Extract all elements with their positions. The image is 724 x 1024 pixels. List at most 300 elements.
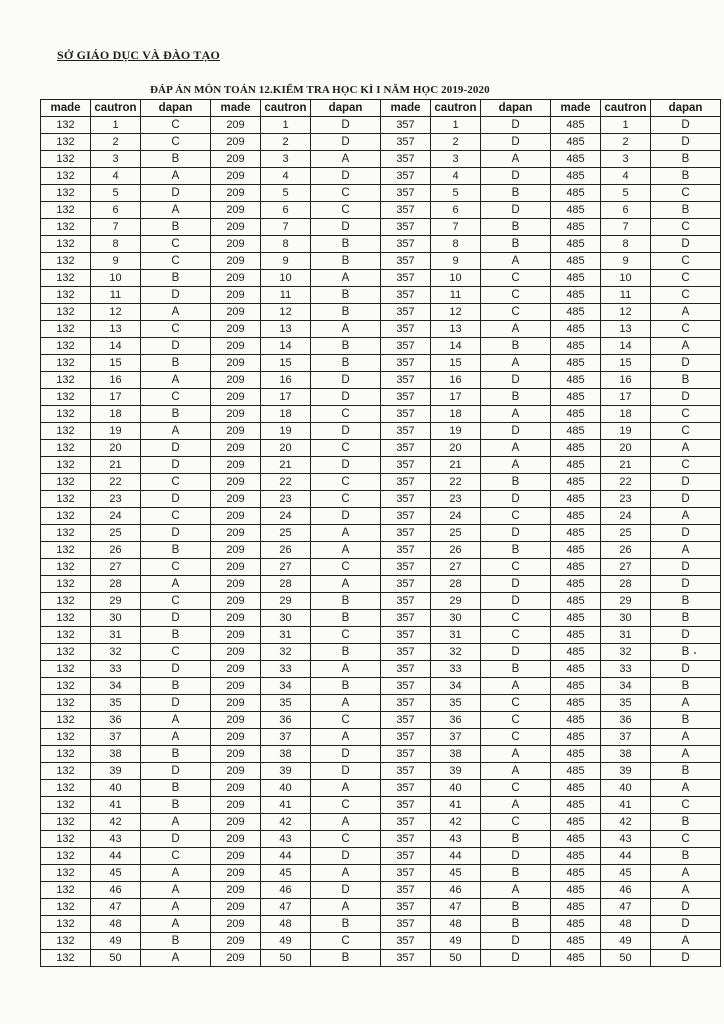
- answer-cell: A: [481, 763, 551, 780]
- exam-code-cell: 132: [41, 287, 91, 304]
- exam-code-cell: 132: [41, 899, 91, 916]
- question-number-cell: 23: [91, 491, 141, 508]
- table-row: [41, 508, 721, 525]
- answer-cell: A: [481, 253, 551, 270]
- exam-code-cell: 209: [211, 287, 261, 304]
- answer-cell: D: [651, 661, 721, 678]
- question-number-cell: 34: [431, 678, 481, 695]
- column-header-dapan: dapan: [651, 100, 721, 117]
- exam-code-cell: 209: [211, 440, 261, 457]
- question-number-cell: 36: [91, 712, 141, 729]
- exam-code-cell: 132: [41, 219, 91, 236]
- exam-code-cell: 209: [211, 457, 261, 474]
- answer-cell: A: [481, 406, 551, 423]
- exam-code-cell: 485: [551, 950, 601, 967]
- answer-cell: A: [141, 729, 211, 746]
- answer-cell: A: [481, 678, 551, 695]
- column-header-cautron: cautron: [601, 100, 651, 117]
- exam-code-cell: 209: [211, 593, 261, 610]
- exam-code-cell: 209: [211, 712, 261, 729]
- answer-cell: A: [651, 695, 721, 712]
- answer-cell: C: [141, 236, 211, 253]
- table-row: [41, 389, 721, 406]
- question-number-cell: 2: [91, 134, 141, 151]
- exam-code-cell: 209: [211, 525, 261, 542]
- exam-code-cell: 357: [381, 270, 431, 287]
- exam-code-cell: 485: [551, 814, 601, 831]
- question-number-cell: 5: [91, 185, 141, 202]
- answer-cell: A: [651, 933, 721, 950]
- question-number-cell: 7: [601, 219, 651, 236]
- answer-cell: C: [311, 185, 381, 202]
- question-number-cell: 1: [261, 117, 311, 134]
- question-number-cell: 36: [261, 712, 311, 729]
- exam-code-cell: 357: [381, 882, 431, 899]
- answer-cell: B: [311, 355, 381, 372]
- table-row: [41, 780, 721, 797]
- question-number-cell: 36: [601, 712, 651, 729]
- exam-code-cell: 209: [211, 780, 261, 797]
- answer-cell: D: [141, 661, 211, 678]
- exam-code-cell: 209: [211, 304, 261, 321]
- exam-code-cell: 132: [41, 559, 91, 576]
- answer-cell: D: [481, 644, 551, 661]
- answer-cell: A: [311, 695, 381, 712]
- column-header-made: made: [41, 100, 91, 117]
- answer-cell: D: [651, 355, 721, 372]
- question-number-cell: 44: [431, 848, 481, 865]
- question-number-cell: 32: [431, 644, 481, 661]
- answer-cell: A: [141, 304, 211, 321]
- question-number-cell: 39: [91, 763, 141, 780]
- answer-cell: D: [311, 423, 381, 440]
- question-number-cell: 17: [91, 389, 141, 406]
- question-number-cell: 40: [261, 780, 311, 797]
- exam-code-cell: 209: [211, 423, 261, 440]
- answer-cell: A: [141, 202, 211, 219]
- question-number-cell: 25: [261, 525, 311, 542]
- table-row: [41, 916, 721, 933]
- answer-cell: D: [141, 763, 211, 780]
- exam-code-cell: 209: [211, 797, 261, 814]
- exam-code-cell: 209: [211, 950, 261, 967]
- answer-cell: D: [651, 627, 721, 644]
- answer-cell: A: [651, 542, 721, 559]
- question-number-cell: 30: [261, 610, 311, 627]
- table-row: [41, 372, 721, 389]
- answer-cell: A: [651, 508, 721, 525]
- question-number-cell: 15: [431, 355, 481, 372]
- exam-code-cell: 209: [211, 661, 261, 678]
- question-number-cell: 41: [431, 797, 481, 814]
- question-number-cell: 15: [601, 355, 651, 372]
- question-number-cell: 7: [261, 219, 311, 236]
- question-number-cell: 41: [91, 797, 141, 814]
- table-row: [41, 610, 721, 627]
- exam-code-cell: 132: [41, 542, 91, 559]
- exam-code-cell: 132: [41, 797, 91, 814]
- answer-cell: A: [311, 525, 381, 542]
- answer-cell: B: [141, 355, 211, 372]
- exam-code-cell: 132: [41, 661, 91, 678]
- answer-cell: B: [481, 185, 551, 202]
- answer-cell: B: [481, 865, 551, 882]
- exam-code-cell: 209: [211, 355, 261, 372]
- exam-code-cell: 209: [211, 134, 261, 151]
- exam-code-cell: 485: [551, 253, 601, 270]
- exam-code-cell: 357: [381, 406, 431, 423]
- question-number-cell: 38: [91, 746, 141, 763]
- answer-cell: A: [311, 270, 381, 287]
- question-number-cell: 26: [261, 542, 311, 559]
- exam-code-cell: 357: [381, 899, 431, 916]
- question-number-cell: 10: [91, 270, 141, 287]
- exam-code-cell: 485: [551, 916, 601, 933]
- answer-cell: D: [481, 423, 551, 440]
- exam-code-cell: 485: [551, 338, 601, 355]
- answer-cell: C: [481, 712, 551, 729]
- answer-cell: D: [651, 134, 721, 151]
- table-row: [41, 576, 721, 593]
- answer-cell: A: [311, 321, 381, 338]
- exam-code-cell: 132: [41, 372, 91, 389]
- answer-cell: B: [651, 644, 721, 661]
- question-number-cell: 43: [601, 831, 651, 848]
- exam-code-cell: 132: [41, 865, 91, 882]
- answer-cell: C: [311, 831, 381, 848]
- question-number-cell: 50: [261, 950, 311, 967]
- question-number-cell: 38: [431, 746, 481, 763]
- answer-cell: A: [311, 780, 381, 797]
- question-number-cell: 46: [431, 882, 481, 899]
- answer-cell: A: [141, 168, 211, 185]
- table-row: [41, 406, 721, 423]
- answer-cell: B: [141, 151, 211, 168]
- answer-cell: D: [311, 372, 381, 389]
- exam-code-cell: 132: [41, 389, 91, 406]
- table-row: [41, 253, 721, 270]
- exam-code-cell: 209: [211, 168, 261, 185]
- question-number-cell: 21: [601, 457, 651, 474]
- question-number-cell: 45: [601, 865, 651, 882]
- question-number-cell: 32: [601, 644, 651, 661]
- question-number-cell: 28: [261, 576, 311, 593]
- answer-cell: C: [311, 491, 381, 508]
- question-number-cell: 27: [261, 559, 311, 576]
- question-number-cell: 49: [431, 933, 481, 950]
- answer-cell: D: [141, 440, 211, 457]
- answer-cell: B: [311, 950, 381, 967]
- question-number-cell: 48: [261, 916, 311, 933]
- document-title: ĐÁP ÁN MÔN TOÁN 12.KIỂM TRA HỌC KÌ I NĂM HỌC 2019-2020: [150, 84, 490, 96]
- table-row: [41, 848, 721, 865]
- answer-cell: C: [311, 712, 381, 729]
- exam-code-cell: 132: [41, 831, 91, 848]
- exam-code-cell: 357: [381, 491, 431, 508]
- answer-cell: C: [141, 559, 211, 576]
- question-number-cell: 43: [91, 831, 141, 848]
- answer-cell: A: [481, 151, 551, 168]
- exam-code-cell: 357: [381, 763, 431, 780]
- question-number-cell: 50: [431, 950, 481, 967]
- exam-code-cell: 132: [41, 695, 91, 712]
- answer-cell: D: [651, 236, 721, 253]
- exam-code-cell: 485: [551, 678, 601, 695]
- table-row: [41, 321, 721, 338]
- answer-cell: C: [311, 933, 381, 950]
- exam-code-cell: 485: [551, 151, 601, 168]
- answer-cell: D: [141, 287, 211, 304]
- question-number-cell: 49: [261, 933, 311, 950]
- table-row: [41, 950, 721, 967]
- answer-cell: A: [481, 321, 551, 338]
- exam-code-cell: 357: [381, 950, 431, 967]
- answer-cell: D: [311, 168, 381, 185]
- exam-code-cell: 357: [381, 865, 431, 882]
- answer-cell: C: [481, 627, 551, 644]
- question-number-cell: 35: [431, 695, 481, 712]
- exam-code-cell: 485: [551, 304, 601, 321]
- exam-code-cell: 132: [41, 304, 91, 321]
- question-number-cell: 3: [91, 151, 141, 168]
- question-number-cell: 35: [601, 695, 651, 712]
- question-number-cell: 14: [261, 338, 311, 355]
- question-number-cell: 49: [91, 933, 141, 950]
- question-number-cell: 27: [601, 559, 651, 576]
- table-row: [41, 457, 721, 474]
- exam-code-cell: 209: [211, 542, 261, 559]
- answer-cell: D: [651, 576, 721, 593]
- department-heading: SỞ GIÁO DỤC VÀ ĐÀO TẠO: [57, 48, 220, 62]
- exam-code-cell: 357: [381, 355, 431, 372]
- question-number-cell: 3: [261, 151, 311, 168]
- answer-cell: B: [311, 644, 381, 661]
- exam-code-cell: 209: [211, 729, 261, 746]
- answer-cell: B: [311, 236, 381, 253]
- exam-code-cell: 209: [211, 848, 261, 865]
- exam-code-cell: 485: [551, 780, 601, 797]
- question-number-cell: 29: [601, 593, 651, 610]
- question-number-cell: 40: [91, 780, 141, 797]
- question-number-cell: 33: [91, 661, 141, 678]
- answer-cell: A: [311, 542, 381, 559]
- answer-cell: A: [651, 780, 721, 797]
- answer-cell: B: [141, 933, 211, 950]
- answer-cell: D: [481, 950, 551, 967]
- answer-cell: D: [311, 457, 381, 474]
- question-number-cell: 9: [261, 253, 311, 270]
- exam-code-cell: 132: [41, 270, 91, 287]
- answer-cell: B: [481, 916, 551, 933]
- question-number-cell: 39: [601, 763, 651, 780]
- answer-cell: A: [141, 576, 211, 593]
- exam-code-cell: 485: [551, 899, 601, 916]
- exam-code-cell: 485: [551, 593, 601, 610]
- question-number-cell: 45: [431, 865, 481, 882]
- answer-cell: B: [481, 236, 551, 253]
- exam-code-cell: 209: [211, 151, 261, 168]
- table-row: [41, 695, 721, 712]
- answer-cell: C: [481, 610, 551, 627]
- question-number-cell: 8: [261, 236, 311, 253]
- exam-code-cell: 485: [551, 746, 601, 763]
- answer-cell: A: [311, 151, 381, 168]
- question-number-cell: 8: [91, 236, 141, 253]
- exam-code-cell: 357: [381, 440, 431, 457]
- question-number-cell: 17: [431, 389, 481, 406]
- exam-code-cell: 209: [211, 389, 261, 406]
- question-number-cell: 7: [431, 219, 481, 236]
- answer-cell: A: [481, 440, 551, 457]
- table-row: [41, 202, 721, 219]
- question-number-cell: 48: [601, 916, 651, 933]
- exam-code-cell: 132: [41, 848, 91, 865]
- answer-cell: A: [311, 576, 381, 593]
- exam-code-cell: 485: [551, 831, 601, 848]
- exam-code-cell: 132: [41, 627, 91, 644]
- answer-cell: B: [311, 253, 381, 270]
- question-number-cell: 29: [431, 593, 481, 610]
- exam-code-cell: 485: [551, 372, 601, 389]
- question-number-cell: 41: [261, 797, 311, 814]
- question-number-cell: 34: [261, 678, 311, 695]
- question-number-cell: 50: [601, 950, 651, 967]
- question-number-cell: 1: [601, 117, 651, 134]
- question-number-cell: 18: [431, 406, 481, 423]
- answer-cell: B: [311, 593, 381, 610]
- question-number-cell: 9: [91, 253, 141, 270]
- answer-cell: D: [481, 202, 551, 219]
- answer-cell: D: [481, 525, 551, 542]
- answer-cell: A: [141, 423, 211, 440]
- question-number-cell: 47: [431, 899, 481, 916]
- table-row: [41, 474, 721, 491]
- question-number-cell: 43: [431, 831, 481, 848]
- answer-cell: C: [311, 559, 381, 576]
- exam-code-cell: 357: [381, 117, 431, 134]
- answer-cell: B: [141, 542, 211, 559]
- question-number-cell: 14: [431, 338, 481, 355]
- answer-cell: A: [311, 814, 381, 831]
- question-number-cell: 32: [91, 644, 141, 661]
- question-number-cell: 47: [91, 899, 141, 916]
- question-number-cell: 1: [91, 117, 141, 134]
- exam-code-cell: 357: [381, 321, 431, 338]
- answer-cell: D: [651, 474, 721, 491]
- exam-code-cell: 132: [41, 457, 91, 474]
- exam-code-cell: 357: [381, 610, 431, 627]
- question-number-cell: 10: [601, 270, 651, 287]
- exam-code-cell: 485: [551, 797, 601, 814]
- exam-code-cell: 357: [381, 236, 431, 253]
- answer-cell: D: [311, 134, 381, 151]
- answer-cell: D: [481, 168, 551, 185]
- exam-code-cell: 132: [41, 933, 91, 950]
- answer-cell: A: [311, 865, 381, 882]
- question-number-cell: 4: [431, 168, 481, 185]
- answer-cell: D: [141, 831, 211, 848]
- answer-cell: D: [651, 950, 721, 967]
- question-number-cell: 39: [431, 763, 481, 780]
- answer-cell: C: [311, 627, 381, 644]
- answer-cell: B: [651, 763, 721, 780]
- exam-code-cell: 485: [551, 559, 601, 576]
- table-row: [41, 865, 721, 882]
- question-number-cell: 37: [601, 729, 651, 746]
- answer-cell: C: [311, 797, 381, 814]
- question-number-cell: 20: [431, 440, 481, 457]
- answer-cell: A: [311, 899, 381, 916]
- exam-code-cell: 485: [551, 644, 601, 661]
- question-number-cell: 28: [91, 576, 141, 593]
- exam-code-cell: 357: [381, 678, 431, 695]
- question-number-cell: 46: [601, 882, 651, 899]
- exam-code-cell: 357: [381, 423, 431, 440]
- question-number-cell: 46: [91, 882, 141, 899]
- question-number-cell: 10: [431, 270, 481, 287]
- answer-cell: A: [141, 712, 211, 729]
- exam-code-cell: 485: [551, 440, 601, 457]
- table-row: [41, 712, 721, 729]
- exam-code-cell: 209: [211, 678, 261, 695]
- question-number-cell: 5: [601, 185, 651, 202]
- column-header-dapan: dapan: [141, 100, 211, 117]
- question-number-cell: 12: [261, 304, 311, 321]
- answer-cell: B: [651, 712, 721, 729]
- question-number-cell: 6: [431, 202, 481, 219]
- answer-cell: D: [481, 372, 551, 389]
- answer-cell: A: [481, 746, 551, 763]
- answer-cell: B: [651, 168, 721, 185]
- exam-code-cell: 485: [551, 287, 601, 304]
- exam-code-cell: 357: [381, 933, 431, 950]
- exam-code-cell: 209: [211, 695, 261, 712]
- question-number-cell: 18: [261, 406, 311, 423]
- question-number-cell: 5: [261, 185, 311, 202]
- exam-code-cell: 485: [551, 712, 601, 729]
- answer-cell: A: [141, 916, 211, 933]
- answer-cell: C: [481, 780, 551, 797]
- answer-cell: D: [481, 933, 551, 950]
- question-number-cell: 25: [431, 525, 481, 542]
- exam-code-cell: 209: [211, 253, 261, 270]
- answer-cell: D: [141, 491, 211, 508]
- answer-table-body: [41, 117, 721, 967]
- exam-code-cell: 209: [211, 474, 261, 491]
- column-header-made: made: [211, 100, 261, 117]
- exam-code-cell: 357: [381, 525, 431, 542]
- table-row: [41, 168, 721, 185]
- answer-cell: D: [311, 848, 381, 865]
- exam-code-cell: 132: [41, 236, 91, 253]
- answer-cell: B: [651, 151, 721, 168]
- answer-cell: D: [141, 610, 211, 627]
- question-number-cell: 24: [91, 508, 141, 525]
- answer-cell: B: [141, 746, 211, 763]
- table-row: [41, 440, 721, 457]
- table-row: [41, 814, 721, 831]
- question-number-cell: 23: [261, 491, 311, 508]
- question-number-cell: 21: [91, 457, 141, 474]
- exam-code-cell: 357: [381, 661, 431, 678]
- answer-cell: D: [651, 559, 721, 576]
- table-row: [41, 151, 721, 168]
- exam-code-cell: 209: [211, 117, 261, 134]
- answer-cell: B: [481, 219, 551, 236]
- exam-code-cell: 485: [551, 882, 601, 899]
- question-number-cell: 41: [601, 797, 651, 814]
- question-number-cell: 42: [601, 814, 651, 831]
